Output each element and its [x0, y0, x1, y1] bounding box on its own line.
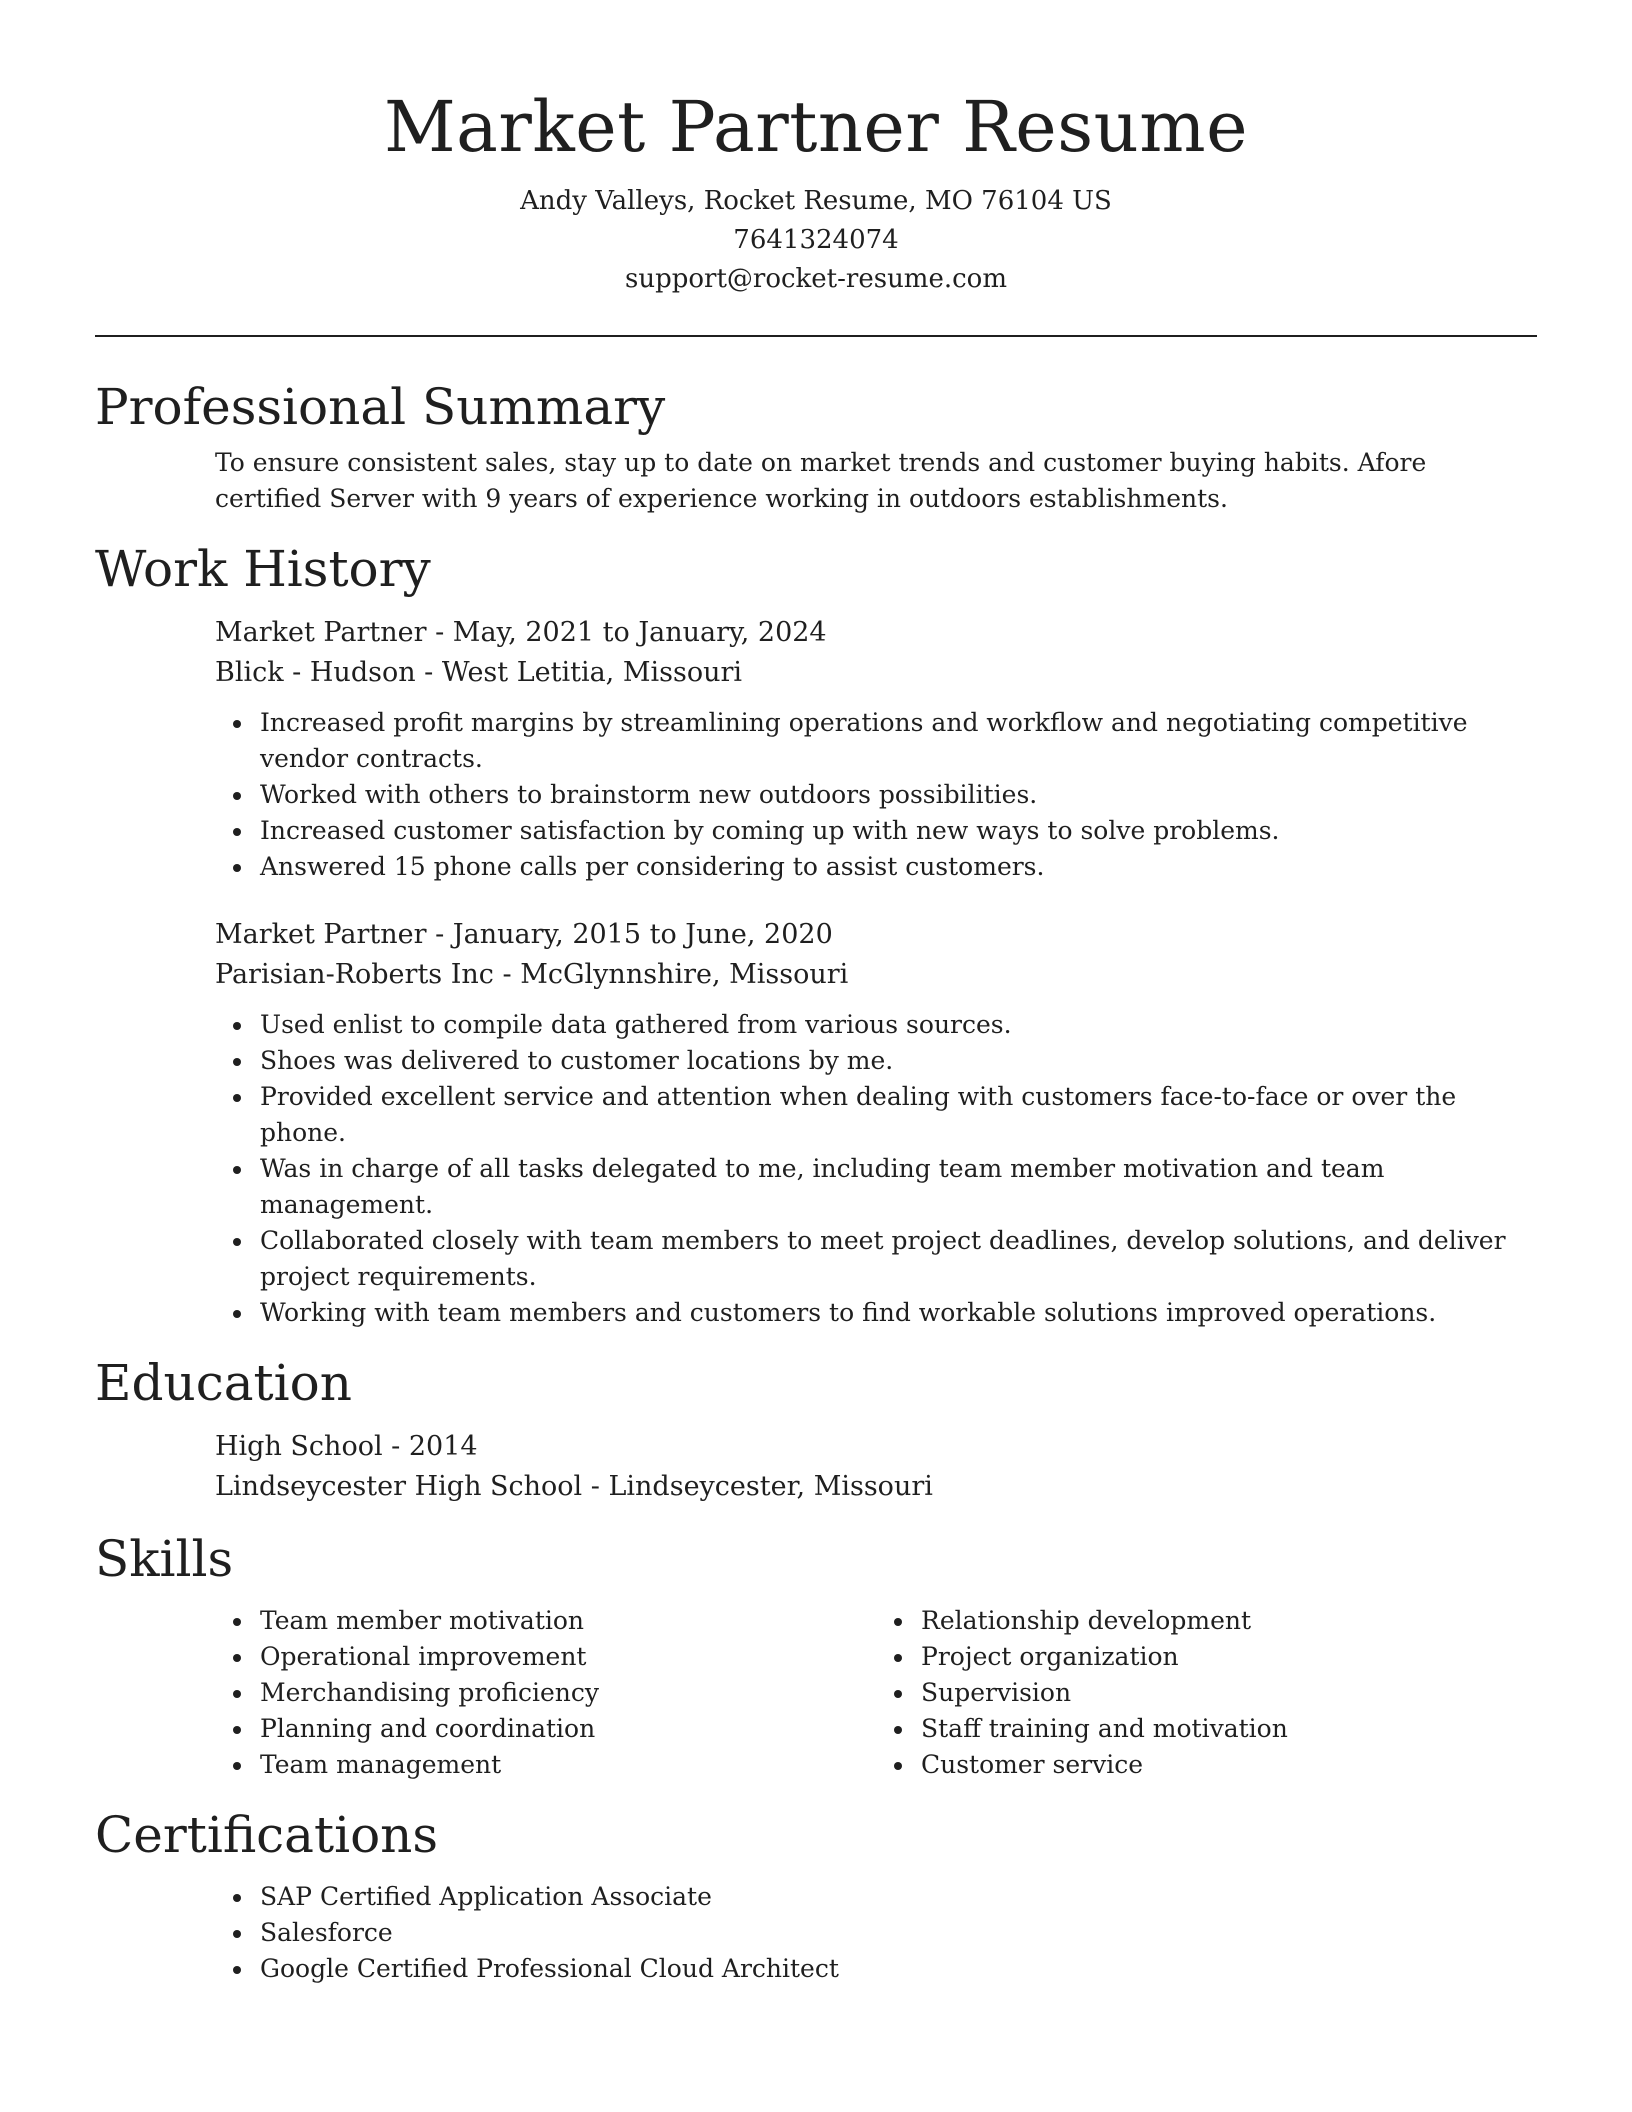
- skill-item: Planning and coordination: [260, 1711, 876, 1747]
- certification-item: SAP Certified Application Associate: [260, 1879, 1537, 1915]
- certifications-list: [215, 1879, 1537, 1987]
- education-body: [95, 1427, 1537, 1507]
- skill-item: Relationship development: [921, 1603, 1537, 1639]
- job-title-line: Market Partner - May, 2021 to January, 2024: [215, 617, 827, 648]
- work-history-body: [95, 613, 1537, 1331]
- certification-item: Salesforce: [260, 1915, 1537, 1951]
- section-heading-work-history: Work History: [95, 540, 431, 598]
- skill-item: Team management: [260, 1747, 876, 1783]
- skills-list-right: [876, 1603, 1537, 1783]
- contact-block: [95, 182, 1537, 299]
- skills-grid: [215, 1603, 1537, 1783]
- skill-item: Staff training and motivation: [921, 1711, 1537, 1747]
- section-heading-education: Education: [95, 1354, 352, 1412]
- skill-item: Project organization: [921, 1639, 1537, 1675]
- education-degree-line: High School - 2014: [215, 1431, 478, 1462]
- skills-list-left: [215, 1603, 876, 1783]
- skill-item: Customer service: [921, 1747, 1537, 1783]
- job-bullet: Shoes was delivered to customer locations by me.: [260, 1043, 1537, 1079]
- skill-item: Operational improvement: [260, 1639, 876, 1675]
- section-heading-skills: Skills: [95, 1530, 234, 1588]
- job-bullets: [215, 705, 1537, 885]
- job-bullet: Worked with others to brainstorm new outdoors possibilities.: [260, 777, 1537, 813]
- skills-body: [95, 1603, 1537, 1783]
- job-bullet: Was in charge of all tasks delegated to me, including team member motivation and team management.: [260, 1151, 1537, 1223]
- section-heading-summary: Professional Summary: [95, 378, 666, 436]
- education-entry: [215, 1427, 1537, 1507]
- skill-item: Supervision: [921, 1675, 1537, 1711]
- education-school-line: Lindseycester High School - Lindseycester, Missouri: [215, 1471, 933, 1502]
- job-bullet: Working with team members and customers to find workable solutions improved operations.: [260, 1295, 1537, 1331]
- certification-item: Google Certified Professional Cloud Architect: [260, 1951, 1537, 1987]
- job-bullet: Provided excellent service and attention when dealing with customers face-to-face or over the phone.: [260, 1079, 1537, 1151]
- contact-email: support@rocket-resume.com: [624, 264, 1007, 294]
- resume-title: Market Partner Resume: [383, 86, 1249, 168]
- job-bullet: Answered 15 phone calls per considering to assist customers.: [260, 849, 1537, 885]
- summary-body: [95, 445, 1537, 517]
- job-bullet: Used enlist to compile data gathered from various sources.: [260, 1007, 1537, 1043]
- contact-phone: 7641324074: [733, 225, 899, 255]
- certifications-body: [95, 1879, 1537, 1987]
- header-divider: [95, 335, 1537, 337]
- job-title-line: Market Partner - January, 2015 to June, 2020: [215, 919, 833, 950]
- job-bullets: [215, 1007, 1537, 1331]
- job-entry: [215, 915, 1537, 1331]
- job-company-line: Parisian-Roberts Inc - McGlynnshire, Missouri: [215, 959, 849, 990]
- contact-address: Andy Valleys, Rocket Resume, MO 76104 US: [520, 186, 1112, 216]
- job-bullet: Collaborated closely with team members to meet project deadlines, develop solutions, and deliver project requirements.: [260, 1223, 1537, 1295]
- job-bullet: Increased customer satisfaction by coming up with new ways to solve problems.: [260, 813, 1537, 849]
- summary-text: To ensure consistent sales, stay up to date on market trends and customer buying habits. Afore certified Server with 9 years of experience working in outdoors establishments.: [215, 448, 1427, 513]
- job-bullet: Increased profit margins by streamlining operations and workflow and negotiating competitive vendor contracts.: [260, 705, 1537, 777]
- skill-item: Team member motivation: [260, 1603, 876, 1639]
- job-company-line: Blick - Hudson - West Letitia, Missouri: [215, 657, 743, 688]
- job-entry: [215, 613, 1537, 885]
- skill-item: Merchandising proficiency: [260, 1675, 876, 1711]
- section-heading-certifications: Certifications: [95, 1806, 439, 1864]
